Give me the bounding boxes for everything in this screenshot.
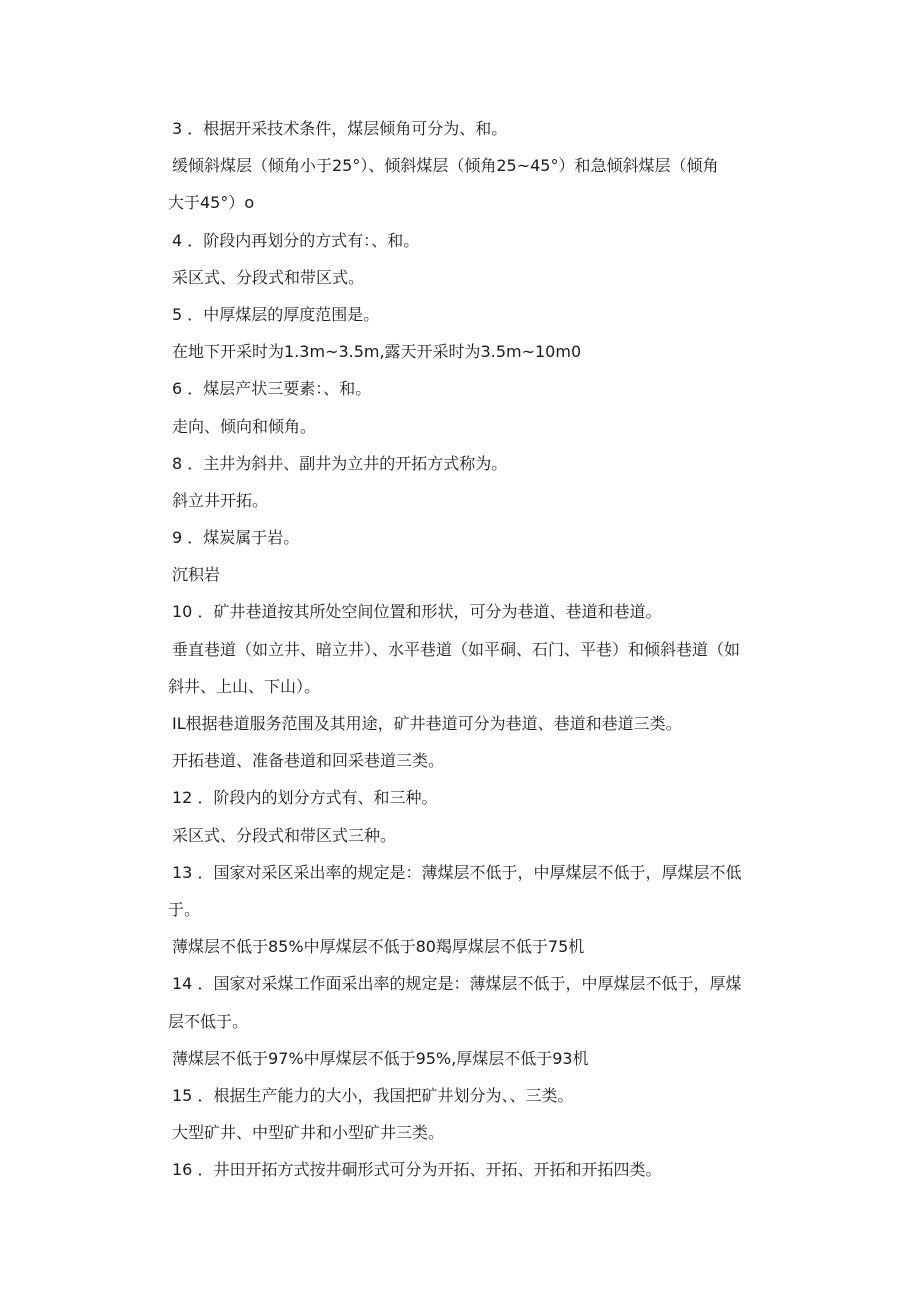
text-line: 开拓巷道、准备巷道和回采巷道三类。 <box>172 751 445 771</box>
text-line: 大型矿井、中型矿井和小型矿井三类。 <box>172 1123 445 1143</box>
text-line: 14 ．国家对采煤工作面采出率的规定是：薄煤层不低于，中厚煤层不低于，厚煤 <box>172 974 742 994</box>
text-line: 大于45°）o <box>168 193 255 213</box>
text-line: 16 ．井田开拓方式按井硐形式可分为开拓、开拓、开拓和开拓四类。 <box>172 1160 662 1180</box>
text-line: 采区式、分段式和带区式三种。 <box>172 825 397 845</box>
text-line: 9 ．煤炭属于岩。 <box>172 528 300 548</box>
text-line: 斜立井开拓。 <box>172 490 269 510</box>
text-line: 薄煤层不低于97%中厚煤层不低于95%,厚煤层不低于93机 <box>172 1048 589 1068</box>
text-line: 4 ．阶段内再划分的方式有：、和。 <box>172 230 420 250</box>
text-line: 层不低于。 <box>168 1011 249 1031</box>
text-line: 薄煤层不低于85%中厚煤层不低于80羯厚煤层不低于75机 <box>172 937 585 957</box>
text-line: 15 ．根据生产能力的大小，我国把矿井划分为、、三类。 <box>172 1085 574 1105</box>
text-line: 沉积岩 <box>172 565 221 585</box>
text-line: 在地下开采时为1.3m~3.5m,露天开采时为3.5m~10m0 <box>172 342 582 362</box>
text-line: 缓倾斜煤层（倾角小于25°）、倾斜煤层（倾角25~45°）和急倾斜煤层（倾角 <box>172 156 719 176</box>
text-line: 垂直巷道（如立井、暗立井）、水平巷道（如平硐、石门、平巷）和倾斜巷道（如 <box>172 639 741 659</box>
text-line: 斜井、上山、下山）。 <box>168 676 321 696</box>
text-line: 13 ．国家对采区采出率的规定是：薄煤层不低于，中厚煤层不低于，厚煤层不低 <box>172 862 742 882</box>
text-line: 8 ．主井为斜井、副井为立井的开拓方式称为。 <box>172 453 508 473</box>
text-line: 12 ．阶段内的划分方式有、和三种。 <box>172 788 438 808</box>
text-line: 走向、倾向和倾角。 <box>172 416 317 436</box>
text-line: 6 ．煤层产状三要素：、和。 <box>172 379 372 399</box>
text-line: 于。 <box>168 899 201 919</box>
document-body <box>168 116 782 1194</box>
text-line: 10 ．矿井巷道按其所处空间位置和形状，可分为巷道、巷道和巷道。 <box>172 602 662 622</box>
text-line: 3 ．根据开采技术条件，煤层倾角可分为、和。 <box>172 119 508 138</box>
text-line: 5 ．中厚煤层的厚度范围是。 <box>172 304 380 324</box>
text-line: 采区式、分段式和带区式。 <box>172 267 365 287</box>
text-line: IL根据巷道服务范围及其用途，矿井巷道可分为巷道、巷道和巷道三类。 <box>172 714 682 733</box>
